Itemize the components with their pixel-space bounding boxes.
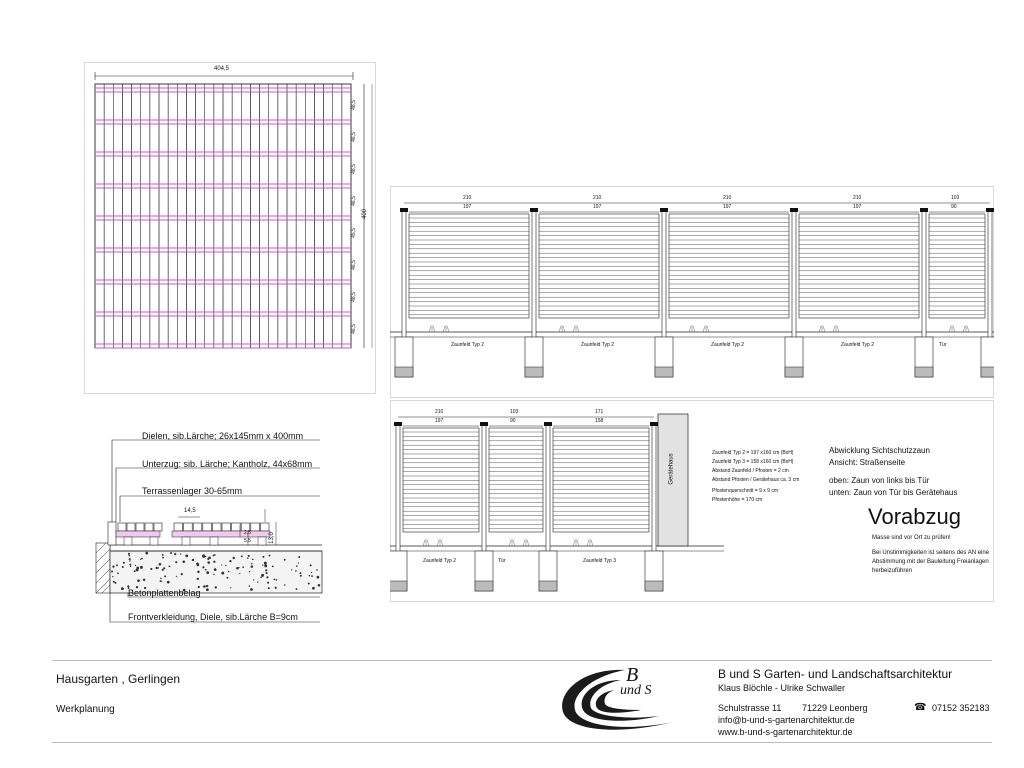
logo-letters-und-s: und S	[620, 683, 652, 698]
telephone-icon: ☎	[914, 702, 927, 713]
deck-plan-drawing	[84, 62, 376, 394]
gravel-dot	[158, 567, 159, 568]
post-cap	[530, 208, 538, 212]
gravel-dot	[116, 564, 118, 566]
gravel-dot	[284, 559, 286, 561]
gravel-dot	[275, 587, 277, 589]
company-logo-swoosh	[555, 664, 695, 738]
gravel-dot	[205, 569, 207, 571]
gravel-dot	[262, 556, 264, 558]
fence-field	[403, 428, 479, 532]
plan-right-dimension: 400	[362, 208, 369, 220]
notes-ansicht: Ansicht: Straßenseite	[829, 458, 906, 467]
gravel-dot	[308, 583, 310, 585]
grass-tuft	[573, 325, 579, 332]
field-label: Tür	[498, 558, 506, 564]
gravel-dot	[273, 579, 275, 581]
fence-field	[553, 428, 649, 532]
post-cap	[480, 422, 488, 426]
post-cap	[544, 422, 552, 426]
plan-row-dimension: 45,5	[350, 228, 357, 238]
label-betonplattenbelag: Betonplattenbelag	[128, 588, 201, 598]
gravel-dot	[316, 569, 318, 571]
gravel-dot	[160, 578, 161, 579]
dim-height: 13,0	[268, 532, 275, 544]
gravel-dot	[310, 564, 312, 566]
inner-dimension: 197	[593, 204, 602, 210]
notes-check: Masse sind vor Ort zu prüfen!	[872, 535, 951, 541]
deck-board-section	[154, 523, 162, 531]
post-cap	[920, 208, 928, 212]
gravel-dot	[180, 553, 181, 554]
gravel-dot	[272, 565, 274, 567]
gravel-dot	[213, 561, 215, 563]
deck-board-section	[203, 523, 212, 531]
notes-disclaimer-3: herbeizuführen	[872, 568, 913, 574]
segment-dimension: 210	[435, 409, 444, 415]
gravel-dot	[203, 585, 205, 587]
field-label: Zaunfeld Typ 2	[423, 558, 456, 564]
gravel-dot	[312, 587, 315, 590]
titleblock-bottom-rule	[52, 742, 992, 743]
gravel-dot	[197, 578, 199, 580]
notes-title: Abwicklung Sichtschutzzaun	[829, 446, 930, 455]
gravel-dot	[162, 554, 164, 556]
spec-line: Abstand Zaunfeld / Pfosten = 2 cm	[712, 468, 789, 474]
footing-gravel	[785, 367, 803, 377]
gravel-dot	[268, 587, 270, 589]
gravel-dot	[164, 575, 166, 577]
gravel-dot	[174, 553, 176, 555]
gravel-dot	[299, 572, 301, 574]
deck-board-section	[222, 523, 231, 531]
gravel-dot	[163, 567, 165, 569]
footing-gravel	[655, 367, 673, 377]
gravel-dot	[123, 562, 125, 564]
gravel-dot	[134, 570, 136, 572]
segment-dimension: 103	[510, 409, 519, 415]
grass-tuft	[833, 325, 839, 332]
gravel-dot	[114, 582, 116, 584]
gravel-dot	[202, 554, 205, 557]
inner-dimension: 90	[951, 204, 957, 210]
plan-row-dimension: 48,5	[350, 100, 357, 110]
fence-post	[662, 210, 666, 358]
footing-gravel	[475, 581, 493, 591]
gravel-dot	[221, 572, 224, 575]
fence-post	[988, 210, 992, 358]
dim-d2: 5,5	[244, 538, 251, 544]
gravel-dot	[269, 555, 271, 557]
gravel-dot	[264, 564, 267, 567]
inner-dimension: 197	[723, 204, 732, 210]
grass-tuft	[437, 539, 443, 546]
field-label: Zaunfeld Typ 2	[711, 342, 744, 348]
gravel-dot	[295, 570, 297, 572]
gravel-dot	[215, 586, 217, 588]
gravel-dot	[230, 587, 231, 588]
gravel-dot	[266, 572, 268, 574]
deck-board-section	[174, 523, 183, 531]
gravel-dot	[213, 555, 215, 557]
dim-board-width: 14,5	[184, 508, 196, 514]
fence-post	[396, 424, 400, 572]
gravel-dot	[296, 565, 298, 567]
grass-tuft	[423, 539, 429, 546]
gravel-dot	[143, 579, 145, 581]
gravel-dot	[150, 568, 152, 570]
plan-row-dimension: 46,5	[350, 196, 357, 206]
company-phone: 07152 352183	[932, 703, 990, 713]
fence-elevation-bottom	[390, 400, 730, 602]
gravel-dot	[192, 559, 194, 561]
notes-oben: oben: Zaun von links bis Tür	[829, 476, 930, 485]
deck-board-section	[118, 523, 126, 531]
gravel-dot	[160, 580, 162, 582]
project-name: Hausgarten , Gerlingen	[56, 672, 181, 686]
deck-board-section	[184, 523, 193, 531]
gravel-dot	[112, 566, 114, 568]
gravel-dot	[202, 566, 204, 568]
label-terrassenlager: Terrassenlager 30-65mm	[142, 486, 243, 496]
footing-gravel	[645, 581, 663, 591]
gravel-dot	[207, 585, 208, 586]
gravel-dot	[183, 561, 186, 564]
gravel-dot	[239, 573, 240, 574]
gravel-dot	[318, 584, 321, 587]
grass-tuft	[573, 539, 579, 546]
plan-phase: Werkplanung	[56, 704, 115, 715]
gravel-dot	[291, 569, 292, 570]
gravel-dot	[196, 564, 199, 567]
address-city: 71229 Leonberg	[802, 703, 868, 713]
grass-tuft	[963, 325, 969, 332]
gravel-dot	[185, 555, 188, 558]
gravel-dot	[214, 569, 216, 571]
gravel-dot	[130, 566, 131, 567]
gravel-dot	[252, 559, 254, 561]
inner-dimension: 197	[435, 418, 444, 424]
notes-disclaimer-2: Abstimmung mit der Bauleitung Freianlagen	[872, 559, 989, 565]
footing-gravel	[539, 581, 557, 591]
gravel-dot	[249, 585, 251, 587]
plan-row-dimension: 48,5	[350, 164, 357, 174]
footing-gravel	[395, 367, 413, 377]
gravel-dot	[167, 581, 170, 584]
field-label: Zaunfeld Typ 2	[841, 342, 874, 348]
vorabzug-stamp: Vorabzug	[868, 504, 961, 529]
footing-gravel	[915, 367, 933, 377]
gravel-dot	[141, 558, 143, 560]
gravel-dot	[121, 587, 124, 590]
inner-dimension: 158	[595, 418, 604, 424]
gravel-dot	[129, 560, 130, 561]
company-owners: Klaus Blöchle - Ulrike Schwaller	[718, 683, 846, 693]
inner-dimension: 197	[463, 204, 472, 210]
plan-row-dimension: 46,5	[350, 324, 357, 334]
gravel-dot	[260, 576, 262, 578]
gravel-dot	[162, 557, 164, 559]
gravel-dot	[140, 566, 143, 569]
plan-row-dimension: 48,5	[350, 292, 357, 302]
deck-board-section	[260, 523, 269, 531]
gravel-dot	[206, 588, 209, 591]
gravel-dot	[248, 555, 250, 557]
grass-tuft	[523, 539, 529, 546]
fence-field	[799, 214, 919, 318]
gravel-dot	[241, 555, 243, 557]
spec-line: Zaunfeld Typ 3 = 158 x160 cm (BxH)	[712, 459, 794, 465]
post-cap	[400, 208, 408, 212]
grass-tuft	[559, 325, 565, 332]
label-frontverkleidung: Frontverkleidung, Diele, sib.Lärche B=9cm	[128, 612, 298, 622]
gravel-dot	[112, 576, 113, 577]
gravel-dot	[207, 561, 210, 564]
gravel-dot	[207, 558, 209, 560]
gravel-dot	[251, 565, 254, 568]
grass-tuft	[587, 539, 593, 546]
gravel-dot	[181, 573, 183, 575]
gravel-dot	[261, 574, 264, 577]
segment-dimension: 171	[595, 409, 604, 415]
label-unterzug: Unterzug: sib. Lärche; Kantholz, 44x68mm	[142, 459, 313, 469]
gravel-dot	[225, 565, 226, 566]
gravel-dot	[136, 566, 139, 569]
grass-tuft	[509, 539, 515, 546]
fence-post	[402, 210, 406, 358]
deck-board-section	[232, 523, 241, 531]
gravel-dot	[176, 576, 177, 577]
gravel-dot	[135, 565, 136, 566]
footing-gravel	[981, 367, 994, 377]
gravel-dot	[251, 563, 253, 565]
fence-field	[489, 428, 543, 532]
post-cap	[650, 422, 658, 426]
post-cap	[660, 208, 668, 212]
deck-board-section	[212, 523, 221, 531]
gravel-dot	[128, 555, 130, 557]
gravel-dot	[296, 588, 298, 590]
gravel-dot	[111, 571, 113, 573]
spec-line: Pfostenquerschnitt = 9 x 9 cm	[712, 488, 779, 494]
titleblock-top-rule	[52, 660, 992, 661]
spec-line: Pfostenhöhe = 170 cm	[712, 497, 763, 503]
field-label: Zaunfeld Typ 3	[583, 558, 616, 564]
fence-field	[539, 214, 659, 318]
gravel-dot	[276, 579, 278, 581]
gravel-dot	[170, 552, 172, 554]
grass-tuft	[443, 325, 449, 332]
fence-elevation-top	[390, 186, 994, 398]
fence-post	[792, 210, 796, 358]
fence-post	[922, 210, 926, 358]
post-cap	[986, 208, 994, 212]
gravel-dot	[175, 561, 177, 563]
deck-board-section	[127, 523, 135, 531]
deck-board-section	[145, 523, 153, 531]
gravel-dot	[226, 577, 228, 579]
gravel-dot	[228, 571, 230, 573]
gravel-dot	[250, 588, 253, 591]
grass-tuft	[689, 325, 695, 332]
company-email: info@b-und-s-gartenarchitektur.de	[718, 715, 855, 725]
segment-dimension: 210	[463, 195, 472, 201]
deck-board-section	[251, 523, 260, 531]
fence-field	[669, 214, 789, 318]
gravel-dot	[145, 552, 148, 555]
gravel-dot	[113, 581, 115, 583]
segment-dimension: 210	[723, 195, 732, 201]
notes-unten: unten: Zaun von Tür bis Gerätehaus	[829, 488, 958, 497]
gravel-dot	[213, 574, 214, 575]
gravel-dot	[309, 575, 310, 576]
inner-dimension: 90	[510, 418, 516, 424]
spec-line: Zaunfeld Typ 2 = 197 x160 cm (BxH)	[712, 450, 794, 456]
dim-d1: 2,5	[244, 530, 251, 536]
field-label: Tür	[939, 342, 947, 348]
gravel-dot	[267, 582, 269, 584]
company-name: B und S Garten- und Landschaftsarchitektur	[718, 667, 953, 681]
grass-tuft	[703, 325, 709, 332]
gravel-dot	[311, 575, 313, 577]
gravel-dot	[317, 577, 318, 578]
post-cap	[394, 422, 402, 426]
plan-row-dimension: 46,5	[350, 132, 357, 142]
gravel-dot	[242, 566, 244, 568]
gravel-dot	[284, 584, 285, 585]
gravel-dot	[122, 566, 124, 568]
gravel-dot	[117, 573, 119, 575]
grass-tuft	[429, 325, 435, 332]
logo-letter-b: B	[626, 664, 639, 686]
gravel-dot	[229, 560, 231, 562]
shed-label: Gerätehaus	[668, 453, 675, 485]
gravel-dot	[298, 562, 299, 563]
gravel-dot	[221, 564, 222, 565]
spec-line: Abstand Pfosten / Gerätehaus ca. 3 cm	[712, 477, 800, 483]
gravel-dot	[253, 579, 254, 580]
field-label: Zaunfeld Typ 2	[451, 342, 484, 348]
label-dielen: Dielen, sib.Lärche; 26x145mm x 400mm	[142, 431, 304, 441]
fence-field	[929, 214, 985, 318]
gravel-dot	[197, 571, 199, 573]
footing-gravel	[390, 581, 407, 591]
gravel-dot	[159, 563, 162, 566]
gravel-dot	[300, 575, 302, 577]
gravel-dot	[249, 571, 250, 572]
fence-post	[652, 424, 656, 572]
gravel-dot	[262, 565, 263, 566]
gravel-dot	[129, 558, 131, 560]
gravel-dot	[311, 572, 312, 573]
gravel-dot	[129, 564, 131, 566]
grass-tuft	[949, 325, 955, 332]
gravel-dot	[169, 566, 171, 568]
plan-row-dimension: 46,5	[350, 260, 357, 270]
gravel-dot	[238, 567, 239, 568]
grass-tuft	[819, 325, 825, 332]
gravel-dot	[266, 576, 268, 578]
segment-dimension: 210	[853, 195, 862, 201]
notes-disclaimer-1: Bei Unstimmigkeiten ist seitens des AN eine	[872, 550, 990, 556]
company-website: www.b-und-s-gartenarchitektur.de	[718, 727, 853, 737]
field-label: Zaunfeld Typ 2	[581, 342, 614, 348]
gravel-dot	[298, 556, 300, 558]
post-cap	[790, 208, 798, 212]
segment-dimension: 103	[951, 195, 960, 201]
fence-post	[482, 424, 486, 572]
address-street: Schulstrasse 11	[718, 703, 782, 713]
deck-board-section	[193, 523, 202, 531]
gravel-dot	[257, 581, 258, 582]
gravel-dot	[128, 553, 130, 555]
fence-post	[546, 424, 550, 572]
gravel-dot	[206, 571, 209, 574]
fence-field	[409, 214, 529, 318]
segment-dimension: 210	[593, 195, 602, 201]
gravel-dot	[264, 562, 267, 565]
fence-post	[532, 210, 536, 358]
gravel-dot	[156, 567, 158, 569]
gravel-dot	[265, 569, 267, 571]
gravel-dot	[233, 557, 235, 559]
gravel-dot	[247, 557, 249, 559]
gravel-dot	[137, 579, 140, 582]
deck-section-drawing	[90, 425, 325, 625]
inner-dimension: 197	[853, 204, 862, 210]
footing-gravel	[525, 367, 543, 377]
deck-board-section	[136, 523, 144, 531]
plan-top-dimension: 404,5	[214, 66, 230, 72]
gravel-dot	[140, 559, 141, 560]
